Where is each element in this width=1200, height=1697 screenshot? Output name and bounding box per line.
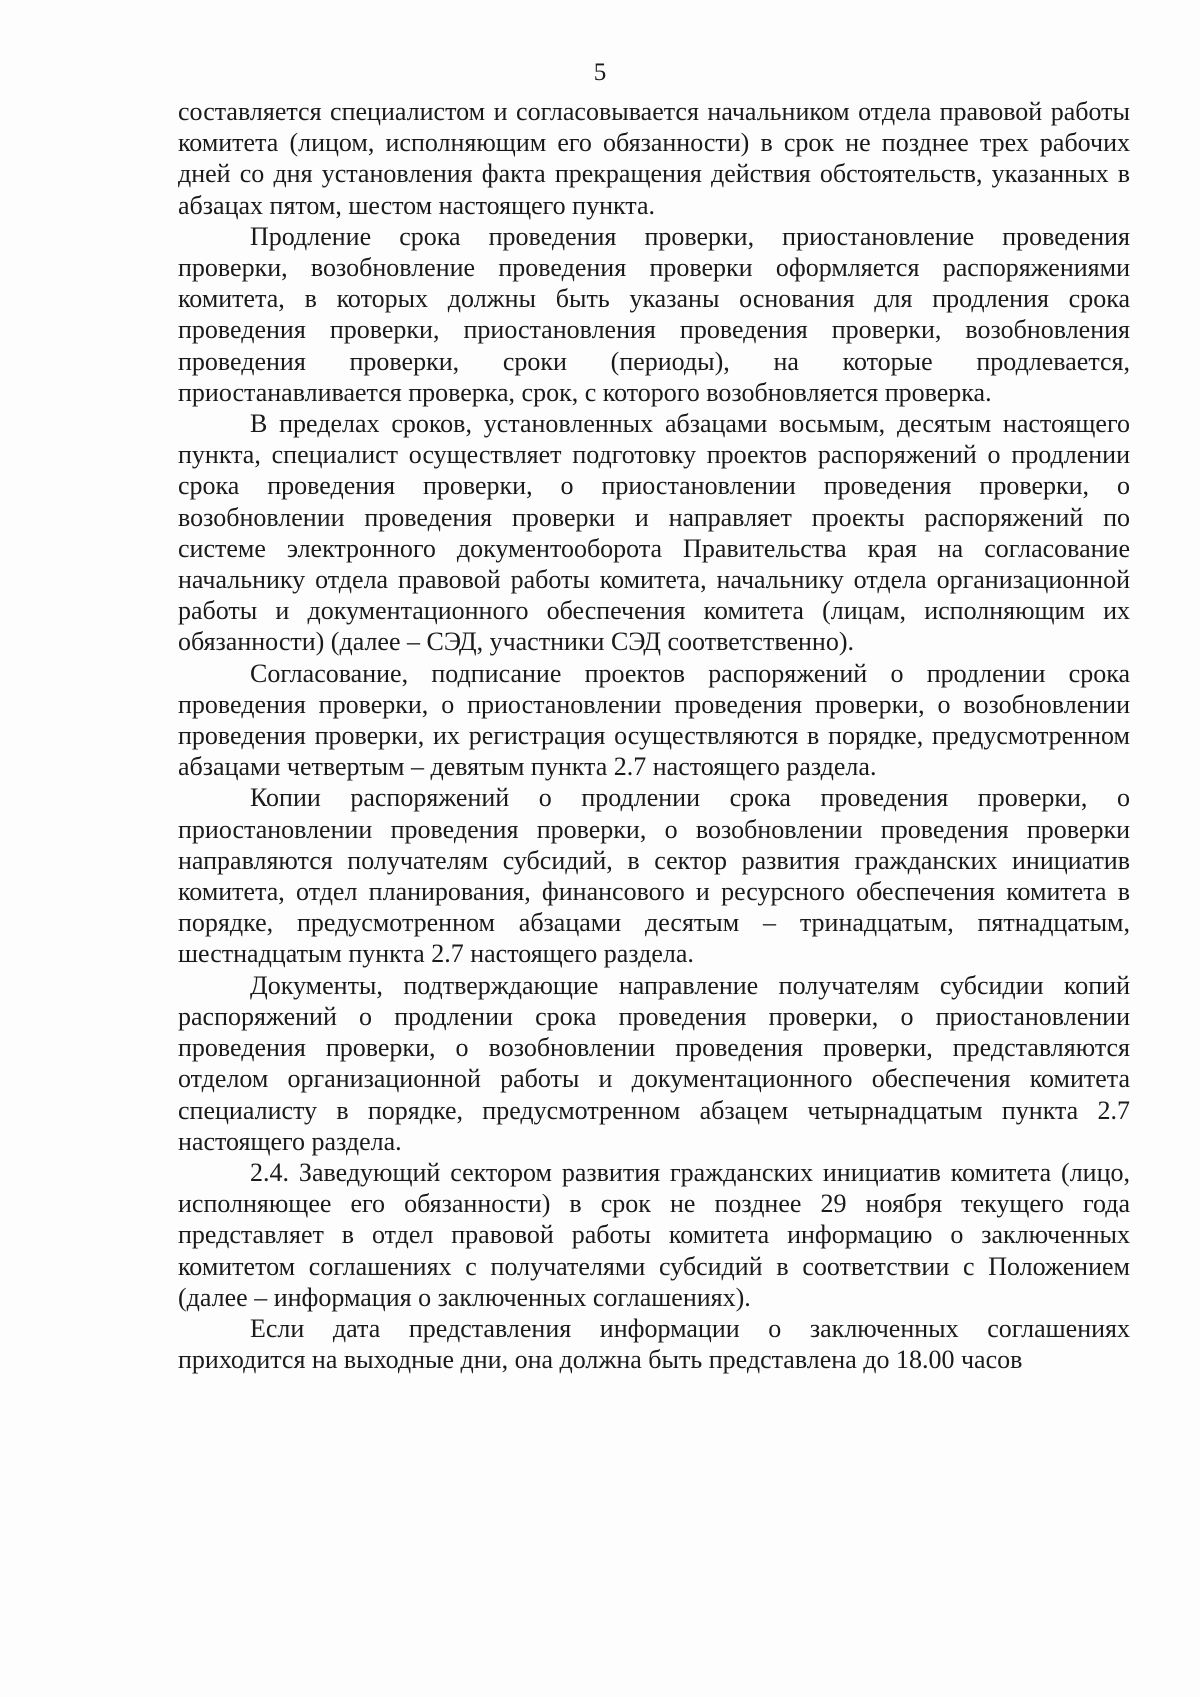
paragraph-section-2-4: 2.4. Заведующий сектором развития гражданских инициатив комитета (лицо, исполняющее его обязанности) в срок не позднее 29 ноября текущего года представляет в отдел правовой работы комитета информацию о заключенных комитетом соглашениях с получателями субсидий в соответствии с Положением (далее – информация о заключенных соглашениях). [178,1157,1130,1312]
paragraph-confirmation-documents: Документы, подтверждающие направление получателям субсидии копий распоряжений о продлении срока проведения проверки, о приостановлении проведения проверки, о возобновлении проведения проверки, представляются отделом организационной работы и документационного обеспечения комитета специалисту в порядке, предусмотренном абзацем четырнадцатым пункта 2.7 настоящего раздела. [178,970,1130,1156]
paragraph-draft-orders: В пределах сроков, установленных абзацами восьмым, десятым настоящего пункта, специалист осуществляет подготовку проектов распоряжений о продлении срока проведения проверки, о приостановлении проведения проверки, о возобновлении проведения проверки и направляет проекты распоряжений по системе электронного документооборота Правительства края на согласование начальнику отдела правовой работы комитета, начальнику отдела организационной работы и документационного обеспечения комитета (лицам, исполняющим их обязанности) (далее – СЭД, участники СЭД соответственно). [178,409,1130,657]
paragraph-copies: Копии распоряжений о продлении срока проведения проверки, о приостановлении проведения проверки, о возобновлении проведения проверки направляются получателям субсидий, в сектор развития гражданских инициатив комитета, отдел планирования, финансового и ресурсного обеспечения комитета в порядке, предусмотренном абзацами десятым – тринадцатым, пятнадцатым, шестнадцатым пункта 2.7 настоящего раздела. [178,783,1130,969]
paragraph-continuation: составляется специалистом и согласовывается начальником отдела правовой работы комитета (лицом, исполняющим его обязанности) в срок не позднее трех рабочих дней со дня установления факта прекращения действия обстоятельств, указанных в абзацах пятом, шестом настоящего пункта. [178,97,1130,220]
document-body [178,96,1130,1375]
paragraph-extension-order: Продление срока проведения проверки, приостановление проведения проверки, возобновление проведения проверки оформляется распоряжениями комитета, в которых должны быть указаны основания для продления срока проведения проверки, приостановления проведения проверки, возобновления проведения проверки, сроки (периоды), на которые продлевается, приостанавливается проверка, срок, с которого возобновляется проверка. [178,221,1130,407]
page-number: 5 [593,59,607,86]
paragraph-weekend-deadline: Если дата представления информации о заключенных соглашениях приходится на выходные дни, она должна быть представлена до 18.00 часов [178,1313,1130,1375]
paragraph-approval: Согласование, подписание проектов распоряжений о продлении срока проведения проверки, о приостановлении проведения проверки, о возобновлении проведения проверки, их регистрация осуществляются в порядке, предусмотренном абзацами четвертым – девятым пункта 2.7 настоящего раздела. [178,658,1130,782]
